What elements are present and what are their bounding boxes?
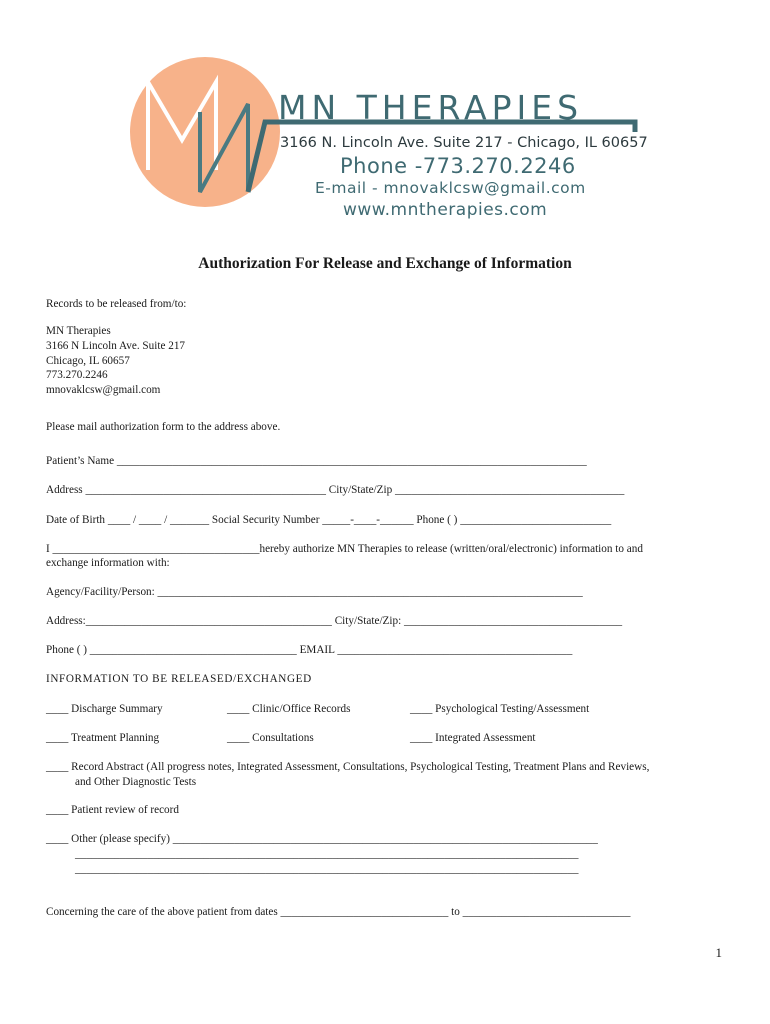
dob-ssn-phone-field[interactable]: Date of Birth ____ / ____ / _______ Social Security Number _____-____-______ Phone ( ) ___________________________ [46,514,612,526]
document-title: Authorization For Release and Exchange of Information [198,255,572,272]
record-abstract-continuation: and Other Diagnostic Tests [75,776,197,788]
agency-field[interactable]: Agency/Facility/Person: ____________________________________________________________________________ [46,586,583,598]
logo-address: 3166 N. Lincoln Ave. Suite 217 - Chicago, IL 60657 [280,135,648,151]
logo [130,52,648,222]
authorize-continuation: exchange information with: [46,557,170,569]
option-treatment-planning[interactable]: ____ Treatment Planning [46,732,160,744]
other-line-2[interactable]: __________________________________________________________________________________________ [75,848,579,860]
logo-website: www.mntherapies.com [343,200,548,220]
records-label: Records to be released from/to: [46,298,187,310]
option-discharge-summary[interactable]: ____ Discharge Summary [46,703,163,715]
clinic-phone: 773.270.2246 [46,369,108,381]
option-integrated-assessment[interactable]: ____ Integrated Assessment [410,732,536,744]
authorize-field[interactable]: I _____________________________________hereby authorize MN Therapies to release (written/oral/electronic) information to and [46,543,643,555]
clinic-name: MN Therapies [46,325,111,337]
logo-brand: MN THERAPIES [278,88,584,127]
option-psych-testing[interactable]: ____ Psychological Testing/Assessment [410,703,590,715]
logo-email: E-mail - mnovaklcsw@gmail.com [315,179,586,197]
phone-email-field[interactable]: Phone ( ) _____________________________________ EMAIL __________________________________________ [46,644,573,656]
other-line-3[interactable]: __________________________________________________________________________________________ [75,863,579,875]
clinic-city: Chicago, IL 60657 [46,355,130,367]
option-clinic-records[interactable]: ____ Clinic/Office Records [227,703,351,715]
option-other[interactable]: ____ Other (please specify) ____________________________________________________________________________ [46,833,598,845]
patient-name-field[interactable]: Patient’s Name ____________________________________________________________________________________ [46,455,587,467]
clinic-email: mnovaklcsw@gmail.com [46,384,161,396]
option-consultations[interactable]: ____ Consultations [227,732,314,744]
address2-field[interactable]: Address:____________________________________________ City/State/Zip: _______________________________________ [46,615,623,627]
info-heading: INFORMATION TO BE RELEASED/EXCHANGED [46,673,312,685]
option-record-abstract[interactable]: ____ Record Abstract (All progress notes, Integrated Assessment, Consultations, Psychological Testing, Treatment Plans and Reviews, [46,761,650,773]
clinic-street: 3166 N Lincoln Ave. Suite 217 [46,340,186,352]
concerning-dates-field[interactable]: Concerning the care of the above patient from dates ______________________________ to ______________________________ [46,906,631,918]
address-field[interactable]: Address ___________________________________________ City/State/Zip _________________________________________ [46,484,625,496]
page-number: 1 [715,945,722,960]
mail-note: Please mail authorization form to the address above. [46,421,281,433]
option-patient-review[interactable]: ____ Patient review of record [46,804,179,816]
logo-phone: Phone -773.270.2246 [340,154,576,178]
